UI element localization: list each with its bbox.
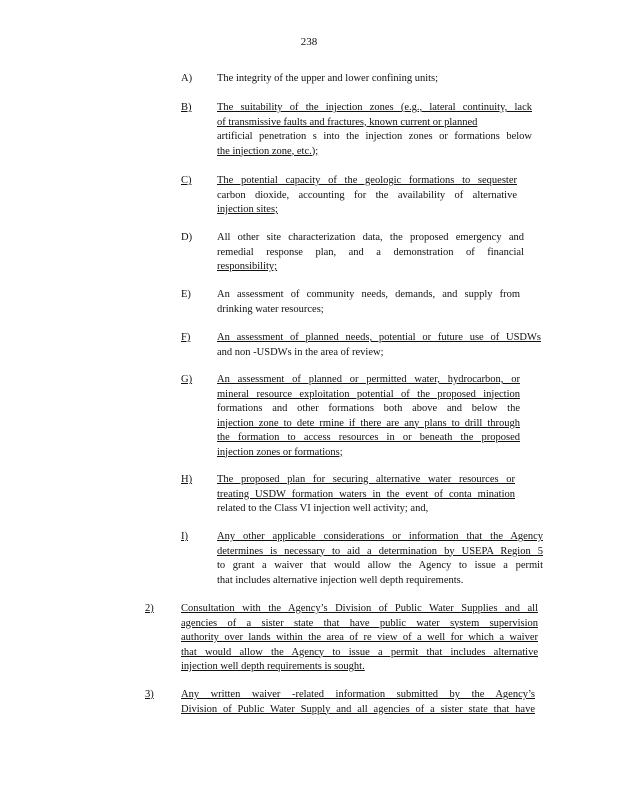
text-line: The suitability of the injection zones (e.g., lateral continuity, lack: [217, 102, 532, 113]
list-item-text: [217, 288, 520, 317]
list-item-text: [217, 373, 520, 460]
text-line: injection zones or formations;: [217, 446, 343, 458]
list-item-text: [217, 231, 524, 275]
text-line: artificial penetration s into the injection zones or formations below: [217, 131, 532, 142]
text-line: All other site characterization data, the proposed emergency and: [217, 232, 524, 243]
text-line: The proposed plan for securing alternative water resources or: [217, 474, 515, 485]
list-item-text: [181, 602, 538, 675]
text-line: to grant a waiver that would allow the Agency to issue a permit: [217, 560, 543, 571]
list-item-text: [217, 473, 515, 517]
text-line: injection well depth requirements is sought.: [181, 661, 365, 672]
text-line: An assessment of community needs, demands, and supply from: [217, 289, 520, 300]
list-marker: A): [181, 73, 193, 84]
text-line: An assessment of planned or permitted water, hydrocarbon, or: [217, 374, 520, 385]
list-item-text: [217, 530, 543, 588]
list-item-text: [217, 72, 497, 87]
text-line: An assessment of planned needs, potential or future use of USDWs: [217, 332, 541, 343]
text-line: Any written waiver -related information submitted by the Agency’s: [181, 689, 535, 700]
list-item-text: [217, 331, 541, 360]
text-line: drinking water resources;: [217, 303, 324, 315]
list-marker: E): [181, 289, 191, 300]
text-line: Consultation with the Agency’s Division of Public Water Supplies and all: [181, 603, 538, 614]
text-line: remedial response plan, and a demonstration of financial: [217, 246, 524, 258]
text-line: The integrity of the upper and lower confining units;: [217, 73, 439, 84]
text-line: the injection zone, etc.);: [217, 145, 319, 157]
text-line: responsibility;: [217, 261, 278, 272]
text-line: that includes alternative injection well depth requirements.: [217, 574, 464, 586]
text-line: Division of Public Water Supply and all agencies of a sister state that have: [181, 703, 535, 715]
text-line: and non -USDWs in the area of review;: [217, 346, 384, 358]
list-item-text: [181, 688, 535, 717]
text-line: injection sites;: [217, 204, 278, 215]
list-marker: D): [181, 232, 193, 243]
text-line: The potential capacity of the geologic formations to sequester: [217, 175, 517, 186]
text-line: related to the Class VI injection well activity; and,: [217, 503, 429, 514]
text-line: that would allow the Agency to issue a permit that includes alternative: [181, 646, 538, 658]
list-marker: B): [181, 102, 192, 113]
text-line: the formation to access resources in or beneath the proposed: [217, 432, 520, 443]
text-line: of transmissive faults and fractures, known current or planned: [217, 116, 478, 128]
text-line: injection zone to dete rmine if there are any plans to drill through: [217, 417, 520, 429]
list-marker: C): [181, 175, 192, 186]
list-item-text: [217, 101, 532, 159]
text-line: agencies of a sister state that have public water system supervision: [181, 617, 538, 629]
text-line: determines is necessary to aid a determination by USEPA Region 5: [217, 545, 543, 557]
text-line: Any other applicable considerations or information that the Agency: [217, 531, 543, 542]
text-line: treating USDW formation waters in the event of conta mination: [217, 488, 515, 500]
list-marker: I): [181, 531, 188, 542]
page-number: 238: [300, 36, 318, 48]
list-marker: H): [181, 474, 193, 485]
list-marker: 3): [145, 689, 154, 700]
text-line: formations and other formations both above and below the: [217, 403, 520, 414]
text-line: carbon dioxide, accounting for the availability of alternative: [217, 189, 517, 201]
list-marker: F): [181, 332, 191, 343]
text-line: authority over lands within the area of re view of a well for which a waiver: [181, 632, 538, 643]
text-line: mineral resource exploitation potential of the proposed injection: [217, 388, 520, 400]
list-item-text: [217, 174, 517, 218]
list-marker: G): [181, 374, 193, 385]
list-marker: 2): [145, 603, 154, 614]
